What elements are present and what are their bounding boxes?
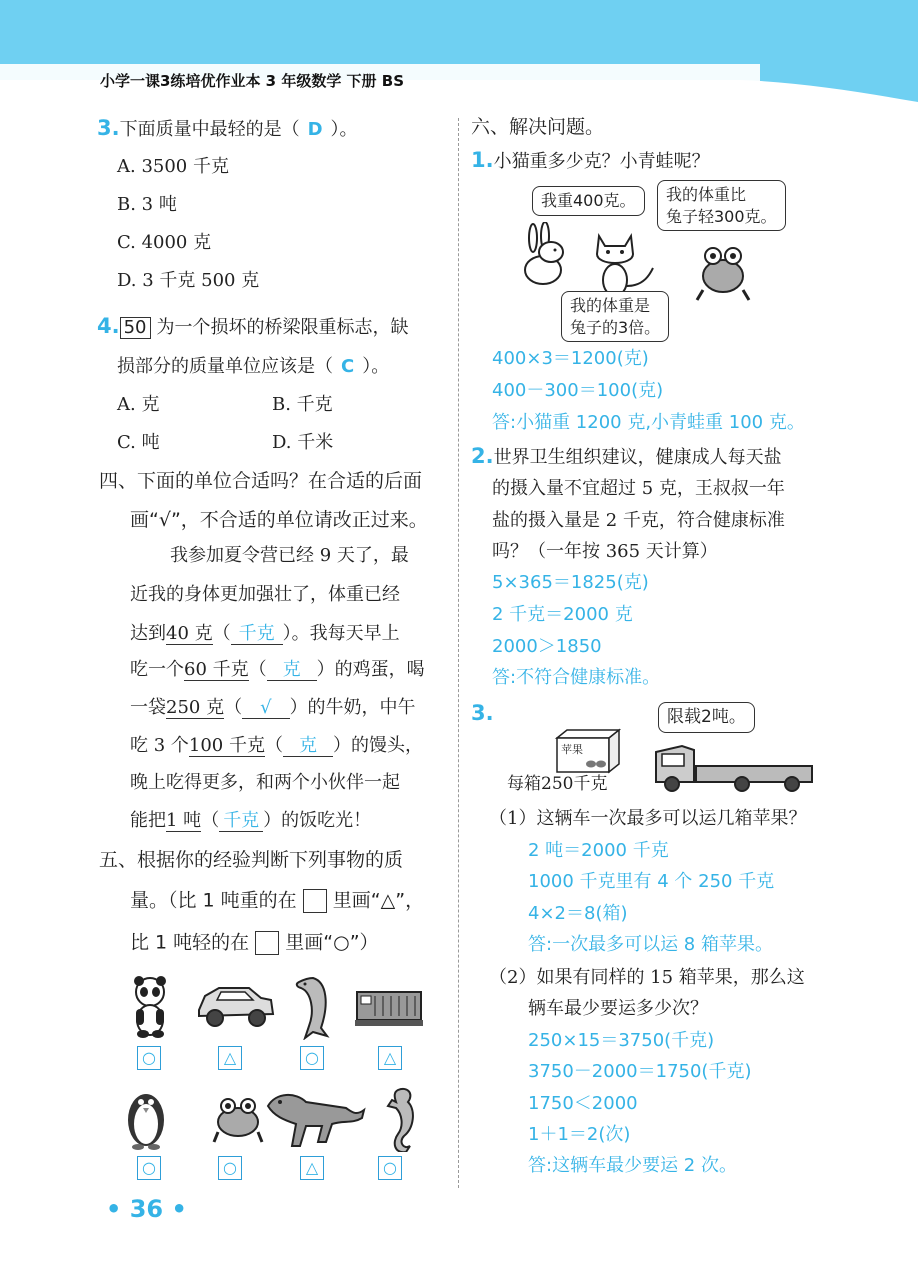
passage-line: 晚上吃得更多，和两个小伙伴一起 xyxy=(130,772,400,793)
passage-line: 近我的身体更加强壮了，体重已经 xyxy=(130,584,400,605)
question-number: 3. xyxy=(97,116,120,140)
page-number: • 36 • xyxy=(106,1195,187,1223)
option-d: D. 3 千克 500 克 xyxy=(117,270,260,291)
problem-1 xyxy=(471,150,710,171)
speech-bubble-frog: 我的体重比 兔子轻300克。 xyxy=(657,180,786,231)
question-stem-end: ）。 xyxy=(330,119,358,140)
work-line: 3750－2000＝1750(千克) xyxy=(528,1061,752,1082)
speech-bubble-rabbit: 我重400克。 xyxy=(532,186,645,216)
problem-question: 世界卫生组织建议，健康成人每天盐 xyxy=(493,447,782,468)
dolphin-icon xyxy=(297,978,327,1038)
question-stem: 下面质量中最轻的是（ xyxy=(119,119,300,140)
work-line: 400－300＝100(克) xyxy=(492,380,664,401)
answer-box-dolphin: ○ xyxy=(300,1046,324,1070)
answer-line: 答:这辆车最少要运 2 次。 xyxy=(528,1155,737,1176)
truck-icon xyxy=(652,738,818,794)
box-label: 苹果 xyxy=(561,743,583,756)
answer: 克 xyxy=(267,659,317,681)
option-c: C. 吨 xyxy=(117,432,160,453)
section-4-title-2: 画“√”，不合适的单位请改正过来。 xyxy=(130,509,428,531)
answer: D xyxy=(307,119,323,140)
work-line: 1000 千克里有 4 个 250 千克 xyxy=(528,871,775,892)
option-d: D. 千米 xyxy=(272,432,334,453)
answer: √ xyxy=(242,697,289,719)
sub-question-1: （1）这辆车一次最多可以运几箱苹果？ xyxy=(489,808,807,829)
work-line: 1＋1＝2(次) xyxy=(528,1124,631,1145)
blank-box xyxy=(255,931,279,955)
option-b: B. 千克 xyxy=(272,394,333,415)
car-icon xyxy=(199,988,273,1026)
option-c: C. 4000 克 xyxy=(117,232,212,253)
seahorse-icon xyxy=(388,1089,413,1152)
speech-bubble-truck: 限载2吨。 xyxy=(658,702,755,733)
work-line: 4×2＝8(箱) xyxy=(528,903,628,924)
passage-line: 吃一个60 千克（ 克 ）的鸡蛋，喝 xyxy=(130,659,425,680)
section-5-title-2: 量。（比 1 吨重的在 里画“△”， xyxy=(130,889,425,912)
problem-number: 2. xyxy=(471,444,494,468)
passage-line: 吃 3 个100 千克（ 克 ）的馒头， xyxy=(130,735,423,756)
panda-icon xyxy=(134,976,166,1038)
section-5-title: 五、根据你的经验判断下列事物的质 xyxy=(99,849,404,871)
work-line: 2 吨＝2000 千克 xyxy=(528,840,669,861)
column-divider xyxy=(458,118,459,1188)
passage-line: 我参加夏令营已经 9 天了，最 xyxy=(170,545,409,566)
cat-icon xyxy=(597,236,653,296)
work-line: 400×3＝1200(克) xyxy=(492,348,649,369)
answer: C xyxy=(341,356,355,377)
passage-line: 一袋250 克（ √ ）的牛奶，中午 xyxy=(130,697,416,718)
option-a: A. 3500 千克 xyxy=(117,156,229,177)
answer-box-frog: ○ xyxy=(218,1156,242,1180)
problem-3 xyxy=(471,703,494,724)
section-4-title: 四、下面的单位合适吗？在合适的后面 xyxy=(99,470,423,492)
question-stem: 损部分的质量单位应该是（ xyxy=(117,356,333,377)
problem-2 xyxy=(471,446,782,467)
work-line: 250×15＝3750(千克) xyxy=(528,1030,715,1051)
blank-box xyxy=(303,889,327,913)
answer-line: 答:小猫重 1200 克,小青蛙重 100 克。 xyxy=(492,412,805,433)
dinosaur-icon xyxy=(268,1095,364,1146)
frog-icon xyxy=(697,248,749,300)
work-line: 5×365＝1825(克) xyxy=(492,572,649,593)
question-stem: 为一个损坏的桥梁限重标志，缺 xyxy=(156,317,409,338)
row2-pictures xyxy=(118,1082,428,1152)
answer-box-seahorse: ○ xyxy=(378,1156,402,1180)
question-number: 4. xyxy=(97,314,120,338)
problem-number: 3. xyxy=(471,701,494,725)
answer-box-panda: ○ xyxy=(137,1046,161,1070)
answer-box-dinosaur: △ xyxy=(300,1156,324,1180)
sub-question-2-line2: 辆车最少要运多少次？ xyxy=(528,998,708,1019)
train-icon xyxy=(355,992,423,1026)
problem-text: 盐的摄入量是 2 千克，符合健康标准 xyxy=(492,510,785,531)
passage-line: 达到40 克（ 千克 ）。我每天早上 xyxy=(130,623,400,644)
section-5-title-3: 比 1 吨轻的在 里画“○”） xyxy=(130,931,379,954)
answer: 克 xyxy=(283,735,333,757)
work-line: 2 千克＝2000 克 xyxy=(492,604,633,625)
answer-box-train: △ xyxy=(378,1046,402,1070)
box-caption: 每箱250千克 xyxy=(507,774,608,794)
answer-line: 答:不符合健康标准。 xyxy=(492,667,661,688)
problem-text: 吗？（一年按 365 天计算） xyxy=(492,541,718,562)
question-4 xyxy=(97,316,409,339)
row1-pictures xyxy=(125,972,425,1040)
rabbit-icon xyxy=(525,222,563,284)
problem-question: 小猫重多少克？小青蛙呢？ xyxy=(493,151,710,172)
bridge-sign: 50 xyxy=(120,317,151,339)
problem-text: 的摄入量不宜超过 5 克，王叔叔一年 xyxy=(492,478,785,499)
option-a: A. 克 xyxy=(117,394,160,415)
section-6-title: 六、解决问题。 xyxy=(471,116,605,138)
question-3 xyxy=(97,118,358,139)
answer-line: 答:一次最多可以运 8 箱苹果。 xyxy=(528,934,773,955)
question-4-line2 xyxy=(117,358,389,376)
penguin-icon xyxy=(128,1094,164,1150)
header-title: 小学一课3练培优作业本 3 年级数学 下册 BS xyxy=(100,72,405,90)
sub-question-2: （2）如果有同样的 15 箱苹果，那么这 xyxy=(489,967,805,988)
problem-number: 1. xyxy=(471,148,494,172)
question-stem-end: ）。 xyxy=(362,356,390,377)
answer: 千克 xyxy=(231,623,283,645)
passage-line: 能把1 吨（ 千克 ）的饭吃光！ xyxy=(130,810,372,831)
answer-box-car: △ xyxy=(218,1046,242,1070)
work-line: 1750＜2000 xyxy=(528,1093,638,1114)
answer-box-penguin: ○ xyxy=(137,1156,161,1180)
work-line: 2000＞1850 xyxy=(492,636,602,657)
option-b: B. 3 吨 xyxy=(117,194,177,215)
frog-icon xyxy=(214,1099,262,1142)
answer: 千克 xyxy=(219,810,263,832)
speech-bubble-cat: 我的体重是 兔子的3倍。 xyxy=(561,291,669,342)
